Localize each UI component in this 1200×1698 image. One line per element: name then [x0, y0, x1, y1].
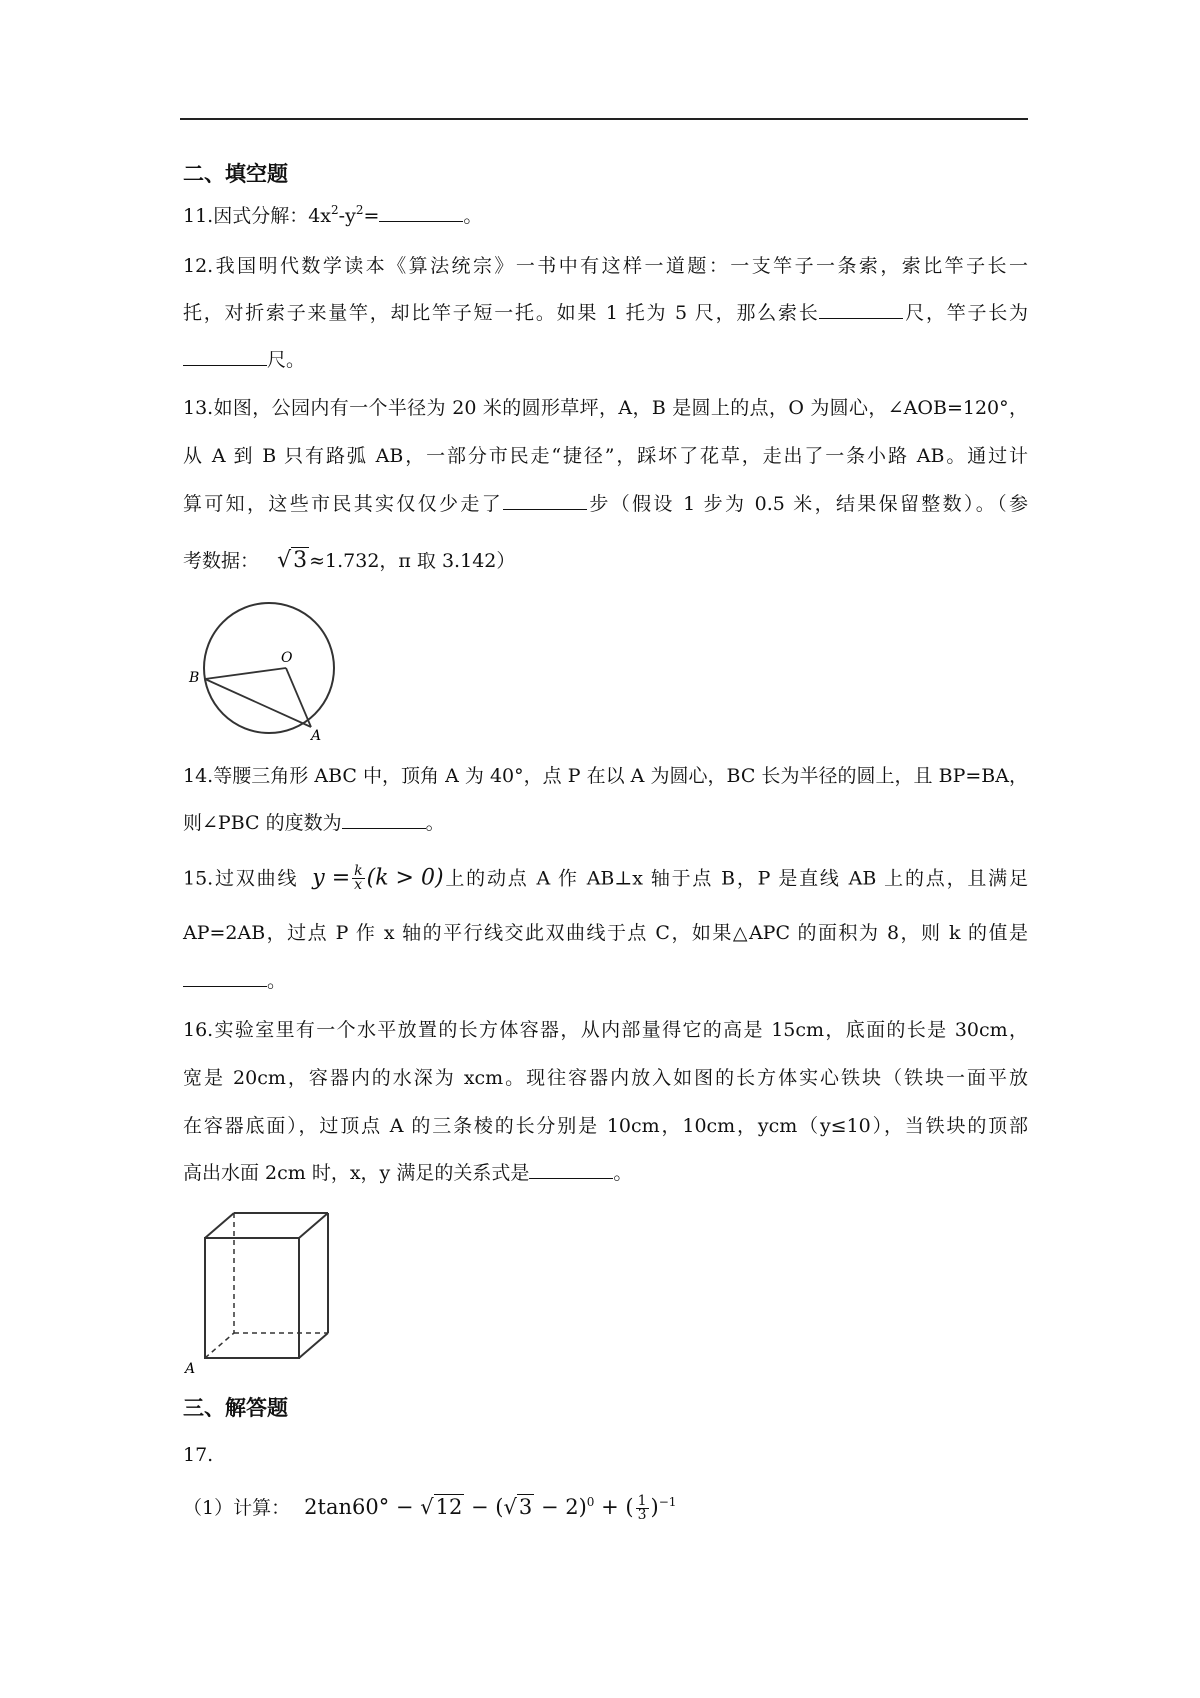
question-14-line-1: 14.等腰三角形 ABC 中，顶角 A 为 40°，点 P 在以 A 为圆心，BC 长为半径的圆上，且 BP=BA，	[183, 765, 1028, 787]
question-12-line-3: 尺。	[183, 347, 305, 373]
question-12-line-1: 12.我国明代数学读本《算法统宗》一书中有这样一道题：一支竿子一条索，索比竿子长一	[183, 255, 1028, 277]
answer-blank	[342, 810, 426, 829]
circle-figure	[180, 600, 350, 740]
question-17-part-1: （1）计算： $2\tan 60^\circ - √12 - (√3 - 2)^0$ + ( $\frac{1}{3}$ )$^{-1}$	[183, 1493, 677, 1523]
calc-expression: $2\tan 60^\circ - √12 - (√3 - 2)^0$ + ( $\frac{1}{3}$ )$^{-1}$	[304, 1493, 677, 1523]
cuboid-figure	[180, 1205, 340, 1375]
question-15-line-1: 15.过双曲线 y = $\frac{k}{x}$ (k > 0)上的动点 A 作 AB⊥x 轴于点 B，P 是直线 AB 上的点，且满足	[183, 863, 1028, 893]
question-13-line-3: 算可知，这些市民其实仅仅少走了 步（假设 1 步为 0.5 米，结果保留整数）。（参	[183, 493, 1028, 515]
question-13-line-4: 考数据： √3 ≈1.732，π 取 3.142）	[183, 548, 516, 573]
question-16-line-2: 宽是 20cm，容器内的水深为 xcm。现往容器内放入如图的长方体实心铁块（铁块一面平放	[183, 1067, 1028, 1089]
header-rule	[180, 118, 1028, 120]
answer-blank	[503, 491, 587, 510]
answer-blank	[379, 203, 463, 222]
question-11: 11.因式分解：$4x^2-y^2=$ 。	[183, 203, 483, 227]
label-A: A	[185, 1361, 196, 1375]
answer-blank	[183, 347, 267, 366]
hyperbola-formula: y = $\frac{k}{x}$ (k > 0)	[312, 863, 444, 893]
label-B: B	[189, 670, 200, 686]
answer-blank	[183, 968, 267, 987]
label-A: A	[311, 728, 322, 740]
sqrt-symbol: √3	[277, 548, 308, 573]
question-15-line-2: AP=2AB，过点 P 作 x 轴的平行线交此双曲线于点 C，如果△APC 的面积为 8，则 k 的值是	[183, 922, 1028, 944]
section-title-solutions: 三、解答题	[183, 1396, 288, 1420]
answer-blank	[529, 1160, 613, 1179]
section-title-fill-in: 二、填空题	[183, 162, 288, 186]
question-17-number: 17.	[183, 1444, 214, 1466]
question-15-line-3: 。	[183, 968, 286, 994]
label-O: O	[281, 650, 293, 666]
question-16-line-1: 16.实验室里有一个水平放置的长方体容器，从内部量得它的高是 15cm，底面的长是 30cm，	[183, 1019, 1028, 1041]
question-13-line-1: 13.如图，公园内有一个半径为 20 米的圆形草坪，A，B 是圆上的点，O 为圆心，∠AOB=120°，	[183, 397, 1028, 419]
question-16-line-3: 在容器底面），过顶点 A 的三条棱的长分别是 10cm，10cm，ycm（y≤10），当铁块的顶部	[183, 1115, 1028, 1137]
question-14-line-2: 则∠PBC 的度数为 。	[183, 812, 445, 834]
question-12-line-2: 托，对折索子来量竿，却比竿子短一托。如果 1 托为 5 尺，那么索长 尺，竿子长为	[183, 302, 1028, 324]
answer-blank	[819, 300, 903, 319]
question-13-line-2: 从 A 到 B 只有路弧 AB，一部分市民走“捷径”，踩坏了花草，走出了一条小路 AB。通过计	[183, 445, 1028, 467]
question-16-line-4: 高出水面 2cm 时，x，y 满足的关系式是 。	[183, 1162, 633, 1184]
